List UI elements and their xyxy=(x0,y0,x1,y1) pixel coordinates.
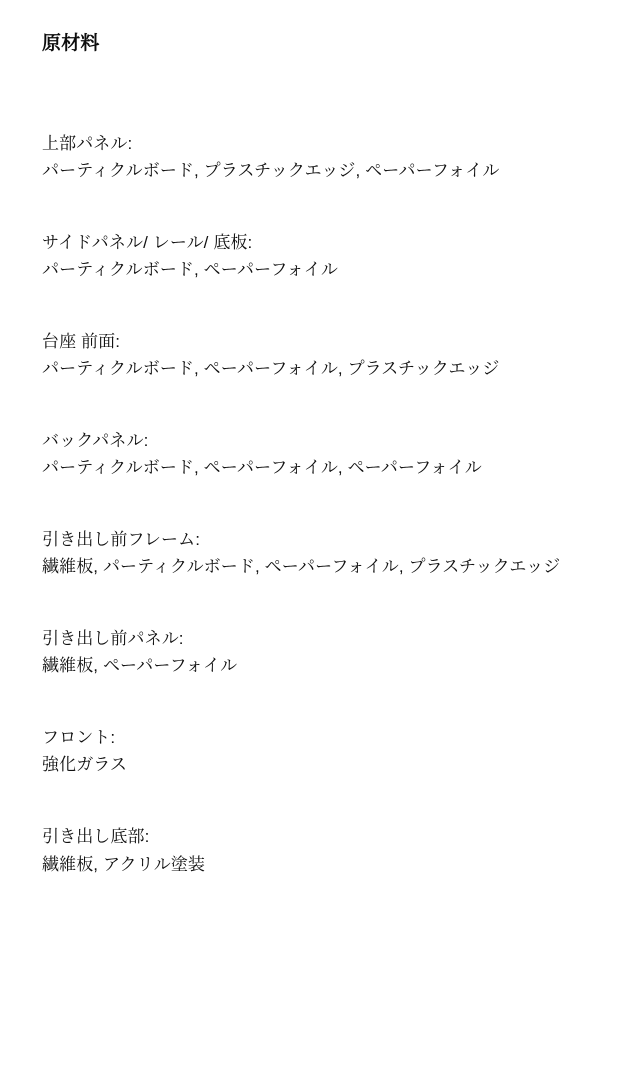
material-part-value: パーティクルボード, ペーパーフォイル, ペーパーフォイル xyxy=(42,458,482,478)
material-section xyxy=(42,625,599,680)
material-part-value: パーティクルボード, プラスチックエッジ, ペーパーフォイル xyxy=(42,161,500,181)
material-part-label: バックパネル: xyxy=(42,430,149,450)
material-part-value: パーティクルボード, ペーパーフォイル, プラスチックエッジ xyxy=(42,359,500,379)
material-part-value: パーティクルボード, ペーパーフォイル xyxy=(42,260,338,280)
material-part-value: 繊維板, ペーパーフォイル xyxy=(42,656,238,676)
material-section xyxy=(42,130,599,185)
material-part-label: 上部パネル: xyxy=(42,133,133,153)
material-part-value: 繊維板, アクリル塗装 xyxy=(42,854,206,874)
material-section xyxy=(42,526,599,581)
material-section xyxy=(42,724,599,779)
material-part-value: 強化ガラス xyxy=(42,755,127,775)
material-part-value: 繊維板, パーティクルボード, ペーパーフォイル, プラスチックエッジ xyxy=(42,557,561,577)
material-section xyxy=(42,823,599,878)
material-section xyxy=(42,427,599,482)
material-part-label: サイドパネル/ レール/ 底板: xyxy=(42,232,253,252)
material-part-label: 引き出し前フレーム: xyxy=(42,529,201,549)
material-part-label: 引き出し前パネル: xyxy=(42,628,184,648)
material-section xyxy=(42,328,599,383)
materials-section-list xyxy=(42,130,599,879)
material-section xyxy=(42,229,599,284)
material-part-label: 引き出し底部: xyxy=(42,826,150,846)
material-part-label: フロント: xyxy=(42,727,116,747)
page-title: 原材料 xyxy=(42,33,100,54)
material-part-label: 台座 前面: xyxy=(42,331,121,351)
